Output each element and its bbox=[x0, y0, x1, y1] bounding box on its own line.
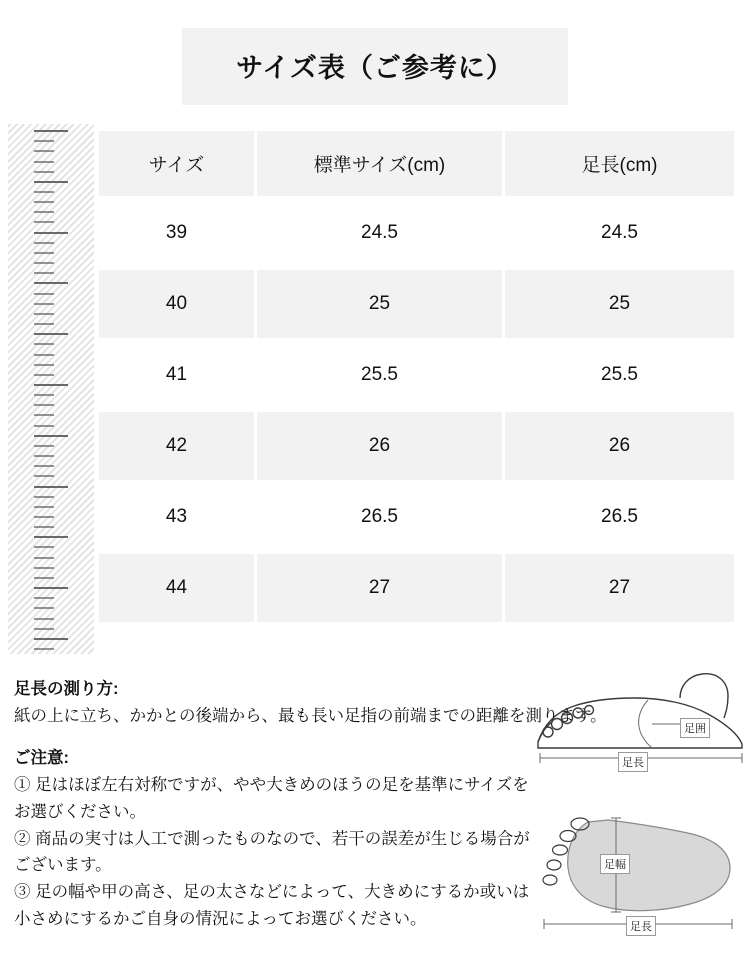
ruler-tick bbox=[34, 211, 54, 213]
ruler-tick bbox=[34, 221, 54, 223]
table-cell: 40 bbox=[98, 269, 256, 340]
page-title: サイズ表（ご参考に） bbox=[182, 28, 568, 105]
ruler-tick bbox=[34, 648, 54, 650]
ruler-tick bbox=[34, 140, 54, 142]
ruler-tick bbox=[34, 171, 54, 173]
table-cell: 26 bbox=[256, 411, 504, 482]
table-cell: 39 bbox=[98, 198, 256, 269]
ruler-tick bbox=[34, 150, 54, 152]
table-cell: 25.5 bbox=[504, 340, 736, 411]
table-cell: 27 bbox=[256, 553, 504, 624]
table-row bbox=[98, 411, 736, 482]
notes-spacer bbox=[14, 729, 614, 745]
ruler-tick bbox=[34, 536, 68, 538]
diagram-label-foot-width: 足幅 bbox=[600, 854, 630, 874]
ruler-tick bbox=[34, 252, 54, 254]
table-cell: 25 bbox=[256, 269, 504, 340]
table-cell: 41 bbox=[98, 340, 256, 411]
ruler-tick bbox=[34, 567, 54, 569]
table-row bbox=[98, 340, 736, 411]
ruler-tick bbox=[34, 546, 54, 548]
foot-measurement-diagram bbox=[530, 672, 750, 957]
table-cell: 25 bbox=[504, 269, 736, 340]
ruler-tick bbox=[34, 303, 54, 305]
ruler-tick bbox=[34, 191, 54, 193]
ruler-tick bbox=[34, 475, 54, 477]
foot-top-view bbox=[543, 818, 730, 911]
table-row bbox=[98, 482, 736, 553]
ruler-tick bbox=[34, 577, 54, 579]
ruler-tick bbox=[34, 557, 54, 559]
table-cell: 24.5 bbox=[256, 198, 504, 269]
ruler-tick bbox=[34, 638, 68, 640]
table-cell: 25.5 bbox=[256, 340, 504, 411]
ruler-tick bbox=[34, 313, 54, 315]
table-cell: 26 bbox=[504, 411, 736, 482]
ruler-graphic bbox=[8, 124, 94, 654]
table-cell: 43 bbox=[98, 482, 256, 553]
ruler-tick bbox=[34, 272, 54, 274]
table-cell: 27 bbox=[504, 553, 736, 624]
ruler-tick bbox=[34, 262, 54, 264]
ruler-tick bbox=[34, 130, 68, 132]
ruler-ticks bbox=[34, 124, 70, 654]
ruler-tick bbox=[34, 597, 54, 599]
ruler-tick bbox=[34, 425, 54, 427]
caution-item-2: ② 商品の実寸は人工で測ったものなので、若干の誤差が生じる場合が bbox=[14, 829, 530, 848]
ruler-tick bbox=[34, 323, 54, 325]
caution-item-3: ③ 足の幅や甲の高さ、足の太さなどによって、大きめにするか或いは bbox=[14, 883, 530, 902]
ruler-tick bbox=[34, 404, 54, 406]
table-row bbox=[98, 269, 736, 340]
ruler-tick bbox=[34, 465, 54, 467]
table-cell: 42 bbox=[98, 411, 256, 482]
table-header-size: サイズ bbox=[98, 130, 256, 198]
ruler-tick bbox=[34, 486, 68, 488]
diagram-label-foot-length-bottom: 足長 bbox=[626, 916, 656, 936]
table-cell: 26.5 bbox=[256, 482, 504, 553]
table-header-standard-size: 標準サイズ(cm) bbox=[256, 130, 504, 198]
ruler-tick bbox=[34, 384, 68, 386]
ruler-tick bbox=[34, 628, 54, 630]
ruler-tick bbox=[34, 161, 54, 163]
table-cell: 26.5 bbox=[504, 482, 736, 553]
ruler-tick bbox=[34, 445, 54, 447]
caution-item-2-cont: ございます。 bbox=[14, 856, 112, 875]
ruler-tick bbox=[34, 343, 54, 345]
foot-side-view bbox=[538, 674, 742, 748]
caution-item-1: ① 足はほぼ左右対称ですが、やや大きめのほうの足を基準にサイズを bbox=[14, 776, 529, 795]
caution-item-1-cont: お選びください。 bbox=[14, 802, 146, 821]
foot-diagram-svg bbox=[530, 672, 750, 957]
foot-girth-measure bbox=[639, 700, 680, 748]
ruler-tick bbox=[34, 333, 68, 335]
ruler-tick bbox=[34, 201, 54, 203]
ruler-tick bbox=[34, 506, 54, 508]
ruler-tick bbox=[34, 181, 68, 183]
ruler-tick bbox=[34, 242, 54, 244]
table-cell: 44 bbox=[98, 553, 256, 624]
ruler-tick bbox=[34, 282, 68, 284]
ruler-tick bbox=[34, 526, 54, 528]
table-row bbox=[98, 553, 736, 624]
diagram-label-foot-length-top: 足長 bbox=[618, 752, 648, 772]
table-row bbox=[98, 198, 736, 269]
ruler-tick bbox=[34, 455, 54, 457]
notes-block bbox=[14, 676, 614, 932]
caution-item-3-cont: 小さめにするかご自身の情況によってお選びください。 bbox=[14, 909, 427, 928]
ruler-tick bbox=[34, 516, 54, 518]
ruler-tick bbox=[34, 354, 54, 356]
ruler-tick bbox=[34, 618, 54, 620]
ruler-tick bbox=[34, 414, 54, 416]
ruler-tick bbox=[34, 293, 54, 295]
ruler-tick bbox=[34, 607, 54, 609]
diagram-label-foot-girth: 足囲 bbox=[680, 718, 710, 738]
ruler-tick bbox=[34, 364, 54, 366]
caution-label: ご注意: bbox=[14, 749, 69, 768]
table-cell: 24.5 bbox=[504, 198, 736, 269]
table-header-foot-length: 足長(cm) bbox=[504, 130, 736, 198]
ruler-tick bbox=[34, 394, 54, 396]
ruler-tick bbox=[34, 232, 68, 234]
ruler-tick bbox=[34, 587, 68, 589]
measure-text: 紙の上に立ち、かかとの後端から、最も長い足指の前端までの距離を測ります。 bbox=[14, 706, 607, 725]
measure-label: 足長の測り方: bbox=[14, 680, 119, 698]
ruler-tick bbox=[34, 374, 54, 376]
size-table bbox=[96, 128, 737, 625]
ruler-tick bbox=[34, 496, 54, 498]
table-header-row bbox=[98, 130, 736, 198]
page-title-container bbox=[0, 28, 750, 105]
ruler-tick bbox=[34, 435, 68, 437]
